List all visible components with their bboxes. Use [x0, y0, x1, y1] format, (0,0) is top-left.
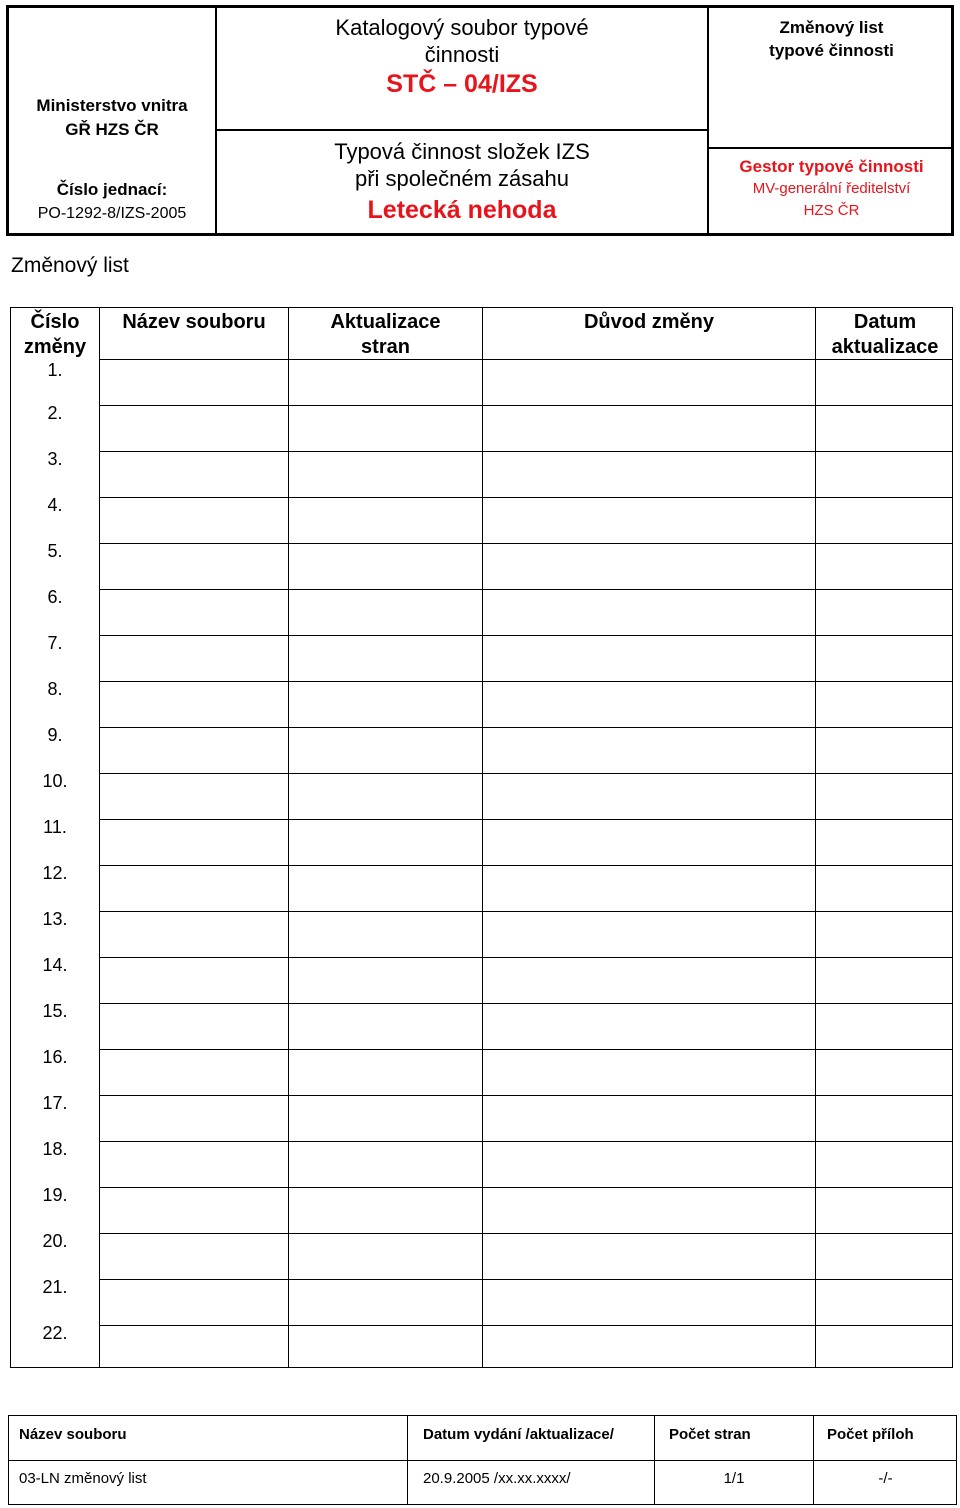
- table-row-divider: [100, 1095, 952, 1096]
- table-row-divider: [100, 773, 952, 774]
- table-row-divider: [100, 451, 952, 452]
- table-row-number: 16.: [42, 1047, 68, 1067]
- catalog-line2: činnosti: [424, 42, 500, 67]
- col-header-date-l1: Datum: [853, 311, 917, 333]
- table-row-number: 22.: [42, 1323, 68, 1343]
- org-name: Ministerstvo vnitra: [36, 96, 188, 115]
- col-header-date: [816, 310, 954, 360]
- org-sub: GŘ HZS ČR: [65, 120, 159, 139]
- header-divider: [709, 147, 954, 149]
- activity-title: Letecká nehoda: [367, 196, 557, 224]
- activity-block: [217, 138, 707, 228]
- table-row-divider: [100, 589, 952, 590]
- table-row-divider: [100, 865, 952, 866]
- table-row-divider: [100, 1325, 952, 1326]
- col-header-number: [11, 310, 99, 360]
- footer-file-name: 03-LN změnový list: [19, 1470, 147, 1487]
- footer-pages-value: 1/1: [723, 1470, 745, 1487]
- col-header-number-l1: Číslo: [30, 311, 80, 333]
- gestor-label: Gestor typové činnosti: [739, 157, 924, 176]
- table-row-number: 12.: [42, 863, 68, 883]
- table-row-number: 7.: [47, 633, 63, 653]
- table-row-divider: [100, 1233, 952, 1234]
- table-row-divider: [100, 635, 952, 636]
- table-row-number: 13.: [42, 909, 68, 929]
- col-header-pages: [289, 310, 482, 360]
- table-row-divider: [100, 681, 952, 682]
- table-row-divider: [100, 405, 952, 406]
- activity-line1: Typová činnost složek IZS: [334, 139, 590, 164]
- footer-divider: [813, 1416, 814, 1504]
- changelist-line1: Změnový list: [779, 18, 884, 37]
- column-divider: [288, 308, 289, 1367]
- table-row-number: 17.: [42, 1093, 68, 1113]
- table-row-number: 11.: [43, 817, 67, 837]
- gestor-block: [709, 156, 954, 222]
- table-row-number: 3.: [47, 449, 63, 469]
- gestor-line2: HZS ČR: [803, 202, 860, 219]
- table-row-number: 20.: [42, 1231, 68, 1251]
- catalog-block: [217, 14, 707, 100]
- col-header-number-l2: změny: [23, 336, 87, 358]
- table-row-number: 4.: [47, 495, 63, 515]
- changelist-line2: typové činnosti: [769, 41, 894, 60]
- section-title: Změnový list: [11, 254, 129, 277]
- table-row-divider: [100, 1003, 952, 1004]
- col-header-pages-l2: stran: [361, 336, 410, 358]
- table-row-divider: [100, 1279, 952, 1280]
- table-row-divider: [100, 1187, 952, 1188]
- col-header-file: Název souboru: [122, 311, 266, 333]
- table-row-number: 6.: [47, 587, 63, 607]
- ref-value: PO-1292-8/IZS-2005: [37, 205, 187, 222]
- table-row-number: 2.: [47, 403, 63, 423]
- footer-header-pages: Počet stran: [669, 1426, 751, 1443]
- ref-label: Číslo jednací:: [56, 180, 168, 199]
- table-row-number: 9.: [47, 725, 63, 745]
- footer-divider: [654, 1416, 655, 1504]
- gestor-line1: MV-generální ředitelství: [752, 180, 911, 197]
- table-row-number: 21.: [42, 1277, 68, 1297]
- column-divider: [815, 308, 816, 1367]
- column-divider: [482, 308, 483, 1367]
- table-row-number: 1.: [47, 360, 63, 380]
- footer-divider: [407, 1416, 408, 1504]
- table-row-number: 14.: [42, 955, 68, 975]
- table-row-divider: [100, 957, 952, 958]
- col-header-pages-l1: Aktualizace: [330, 311, 441, 333]
- header-divider: [217, 129, 707, 131]
- col-header-date-l2: aktualizace: [831, 336, 939, 358]
- footer-attachments-value: -/-: [878, 1470, 893, 1487]
- table-row-divider: [100, 543, 952, 544]
- table-row-divider: [100, 819, 952, 820]
- change-list-table: [10, 307, 953, 1368]
- table-row-number: 10.: [42, 771, 68, 791]
- footer-header-attachments: Počet příloh: [827, 1426, 914, 1443]
- table-row-number: 15.: [42, 1001, 68, 1021]
- col-header-reason: Důvod změny: [583, 311, 715, 333]
- table-row-divider: [100, 1141, 952, 1142]
- table-row-divider: [100, 727, 952, 728]
- table-row-number: 5.: [47, 541, 63, 561]
- table-row-divider: [100, 1049, 952, 1050]
- footer-header-date: Datum vydání /aktualizace/: [423, 1426, 614, 1443]
- table-row-divider: [100, 497, 952, 498]
- table-row-number: 18.: [42, 1139, 68, 1159]
- footer-header-file: Název souboru: [19, 1426, 127, 1443]
- footer-date-value: 20.9.2005 /xx.xx.xxxx/: [423, 1470, 571, 1487]
- table-row-number: 19.: [42, 1185, 68, 1205]
- column-divider: [99, 308, 100, 1367]
- ref-block: [9, 178, 215, 226]
- catalog-line1: Katalogový soubor typové: [335, 15, 589, 40]
- table-row-number: 8.: [47, 679, 63, 699]
- document-header: [6, 5, 954, 236]
- document-footer: [8, 1415, 957, 1505]
- changelist-block: [709, 16, 954, 62]
- activity-line2: při společném zásahu: [354, 166, 569, 191]
- catalog-code: STČ – 04/IZS: [386, 70, 538, 98]
- table-row-divider: [100, 911, 952, 912]
- org-block: [9, 94, 215, 142]
